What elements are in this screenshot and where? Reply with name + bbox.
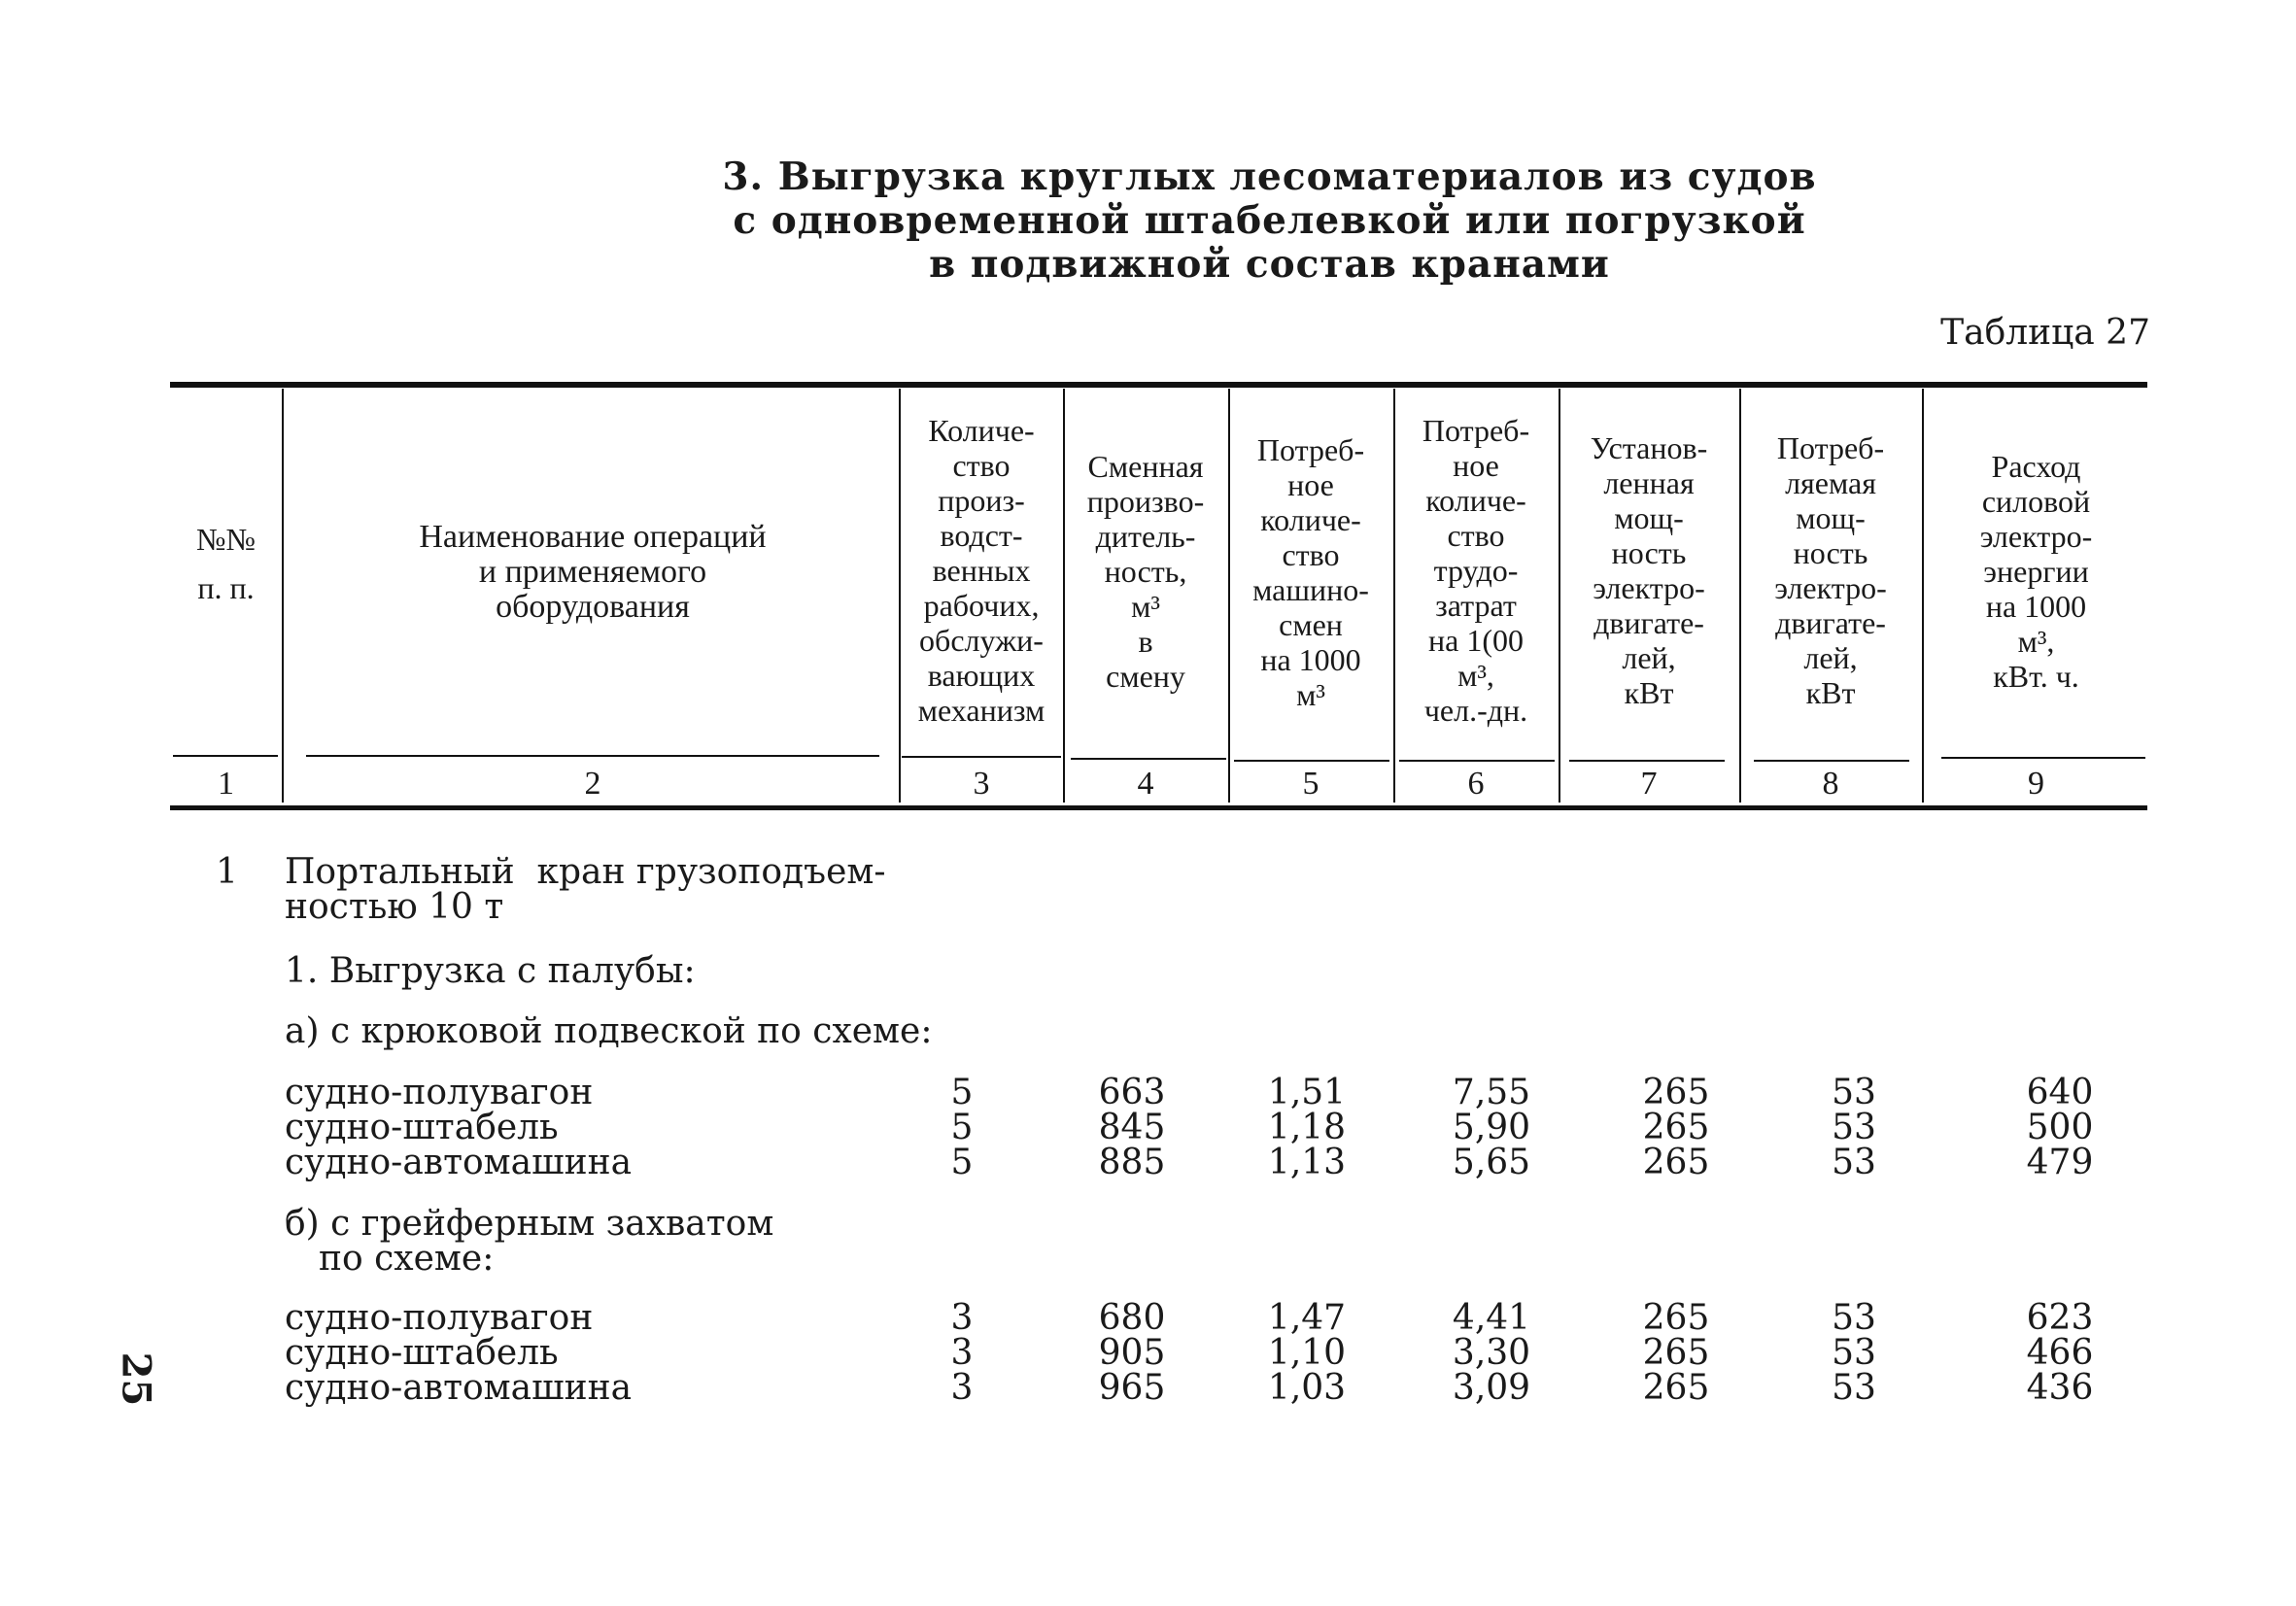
- header-divider: [1393, 389, 1395, 803]
- column-number: 9: [2028, 766, 2044, 802]
- cell-labor: 3,09: [1452, 1368, 1531, 1408]
- cell-workers: 3: [950, 1368, 974, 1408]
- scheme-a-title: а) с крюковой подвеской по схеме:: [285, 1011, 933, 1051]
- header-col-3: Количе- ство произ- водст- венных рабочих, обслужи- вающих механизм: [917, 413, 1045, 728]
- column-number: 1: [218, 766, 234, 802]
- cell-workers: 3: [950, 1333, 974, 1373]
- cell-installed-power: 265: [1642, 1333, 1710, 1373]
- header-divider: [1922, 389, 1924, 803]
- cell-machine-shifts: 1,10: [1267, 1333, 1347, 1373]
- section-name-line-1: Портальный кран грузоподъем-: [285, 852, 886, 892]
- cell-workers: 5: [950, 1073, 974, 1112]
- cell-productivity: 965: [1098, 1368, 1166, 1408]
- column-number: 7: [1640, 766, 1658, 802]
- cell-energy: 640: [2026, 1073, 2094, 1112]
- colnum-rule: [306, 755, 879, 757]
- cell-consumed-power: 53: [1832, 1333, 1876, 1373]
- header-col-6: Потреб- ное количе- ство трудо- затрат на 1(00 м³, чел.-дн.: [1422, 413, 1530, 728]
- header-bottom-rule: [170, 805, 2147, 810]
- table-top-rule: [170, 382, 2147, 388]
- cell-consumed-power: 53: [1832, 1073, 1876, 1112]
- section-number: 1: [216, 852, 238, 892]
- header-divider: [1559, 389, 1560, 803]
- colnum-rule: [1569, 760, 1725, 762]
- cell-productivity: 845: [1098, 1108, 1166, 1147]
- colnum-rule: [902, 756, 1061, 758]
- page-number: 25: [113, 1351, 159, 1407]
- row-name: судно-автомашина: [285, 1143, 633, 1182]
- column-number: 2: [584, 766, 601, 802]
- cell-labor: 3,30: [1452, 1333, 1531, 1373]
- row-name: судно-полувагон: [285, 1298, 594, 1338]
- title-line-2: с одновременной штабелевкой или погрузкой: [733, 198, 1806, 243]
- colnum-rule: [1234, 760, 1389, 762]
- header-col-1: №№ п. п.: [195, 522, 257, 605]
- cell-consumed-power: 53: [1832, 1143, 1876, 1182]
- cell-labor: 5,90: [1452, 1108, 1531, 1147]
- header-col-2: Наименование операций и применяемого оборудования: [419, 519, 767, 625]
- title-line-3: в подвижной состав кранами: [929, 242, 1610, 287]
- column-number: 3: [973, 766, 990, 802]
- cell-installed-power: 265: [1642, 1368, 1710, 1408]
- cell-labor: 7,55: [1452, 1073, 1531, 1112]
- cell-productivity: 680: [1098, 1298, 1166, 1338]
- header-divider: [899, 389, 901, 803]
- column-number: 8: [1822, 766, 1839, 802]
- cell-machine-shifts: 1,13: [1267, 1143, 1347, 1182]
- colnum-rule: [1399, 760, 1555, 762]
- cell-machine-shifts: 1,18: [1267, 1108, 1347, 1147]
- cell-installed-power: 265: [1642, 1108, 1710, 1147]
- cell-installed-power: 265: [1642, 1073, 1710, 1112]
- scheme-b-title-line-2: по схеме:: [319, 1239, 495, 1279]
- cell-productivity: 663: [1098, 1073, 1166, 1112]
- page-title: [0, 155, 2296, 287]
- column-number: 5: [1302, 766, 1319, 802]
- cell-machine-shifts: 1,47: [1267, 1298, 1347, 1338]
- column-number: 4: [1137, 766, 1154, 802]
- header-col-9: Расход силовой электро- энергии на 1000 м³, кВт. ч.: [1979, 449, 2093, 694]
- cell-workers: 5: [950, 1108, 974, 1147]
- cell-energy: 436: [2026, 1368, 2094, 1408]
- row-name: судно-штабель: [285, 1333, 559, 1373]
- cell-productivity: 885: [1098, 1143, 1166, 1182]
- cell-machine-shifts: 1,03: [1267, 1368, 1347, 1408]
- title-line-1: 3. Выгрузка круглых лесоматериалов из судов: [722, 154, 1817, 199]
- header-col-5: Потреб- ное количе- ство машино- смен на 1000 м³: [1252, 432, 1369, 712]
- header-col-4: Сменная произво- дитель- ность, м³ в смену: [1086, 449, 1205, 694]
- cell-workers: 3: [950, 1298, 974, 1338]
- cell-labor: 5,65: [1452, 1143, 1531, 1182]
- cell-machine-shifts: 1,51: [1267, 1073, 1347, 1112]
- cell-installed-power: 265: [1642, 1298, 1710, 1338]
- cell-energy: 500: [2026, 1108, 2094, 1147]
- section-name-line-2: ностью 10 т: [285, 887, 504, 927]
- row-name: судно-штабель: [285, 1108, 559, 1147]
- cell-labor: 4,41: [1452, 1298, 1531, 1338]
- cell-energy: 479: [2026, 1143, 2094, 1182]
- cell-consumed-power: 53: [1832, 1108, 1876, 1147]
- table-label: Таблица 27: [1940, 313, 2150, 353]
- colnum-rule: [1071, 758, 1226, 760]
- header-col-8: Потреб- ляемая мощ- ность электро- двигате- лей, кВт: [1774, 430, 1887, 710]
- column-number: 6: [1467, 766, 1485, 802]
- header-divider: [1739, 389, 1741, 803]
- colnum-rule: [173, 755, 278, 757]
- cell-consumed-power: 53: [1832, 1298, 1876, 1338]
- row-name: судно-автомашина: [285, 1368, 633, 1408]
- header-divider: [282, 389, 284, 803]
- header-col-7: Установ- ленная мощ- ность электро- двигате- лей, кВт: [1590, 430, 1708, 710]
- cell-installed-power: 265: [1642, 1143, 1710, 1182]
- colnum-rule: [1754, 760, 1909, 762]
- cell-productivity: 905: [1098, 1333, 1166, 1373]
- cell-consumed-power: 53: [1832, 1368, 1876, 1408]
- cell-energy: 623: [2026, 1298, 2094, 1338]
- cell-workers: 5: [950, 1143, 974, 1182]
- scheme-b-title-line-1: б) с грейферным захватом: [285, 1204, 774, 1244]
- subsection-title: 1. Выгрузка с палубы:: [285, 951, 696, 991]
- cell-energy: 466: [2026, 1333, 2094, 1373]
- header-divider: [1228, 389, 1230, 803]
- colnum-rule: [1941, 757, 2145, 759]
- header-divider: [1063, 389, 1065, 803]
- row-name: судно-полувагон: [285, 1073, 594, 1112]
